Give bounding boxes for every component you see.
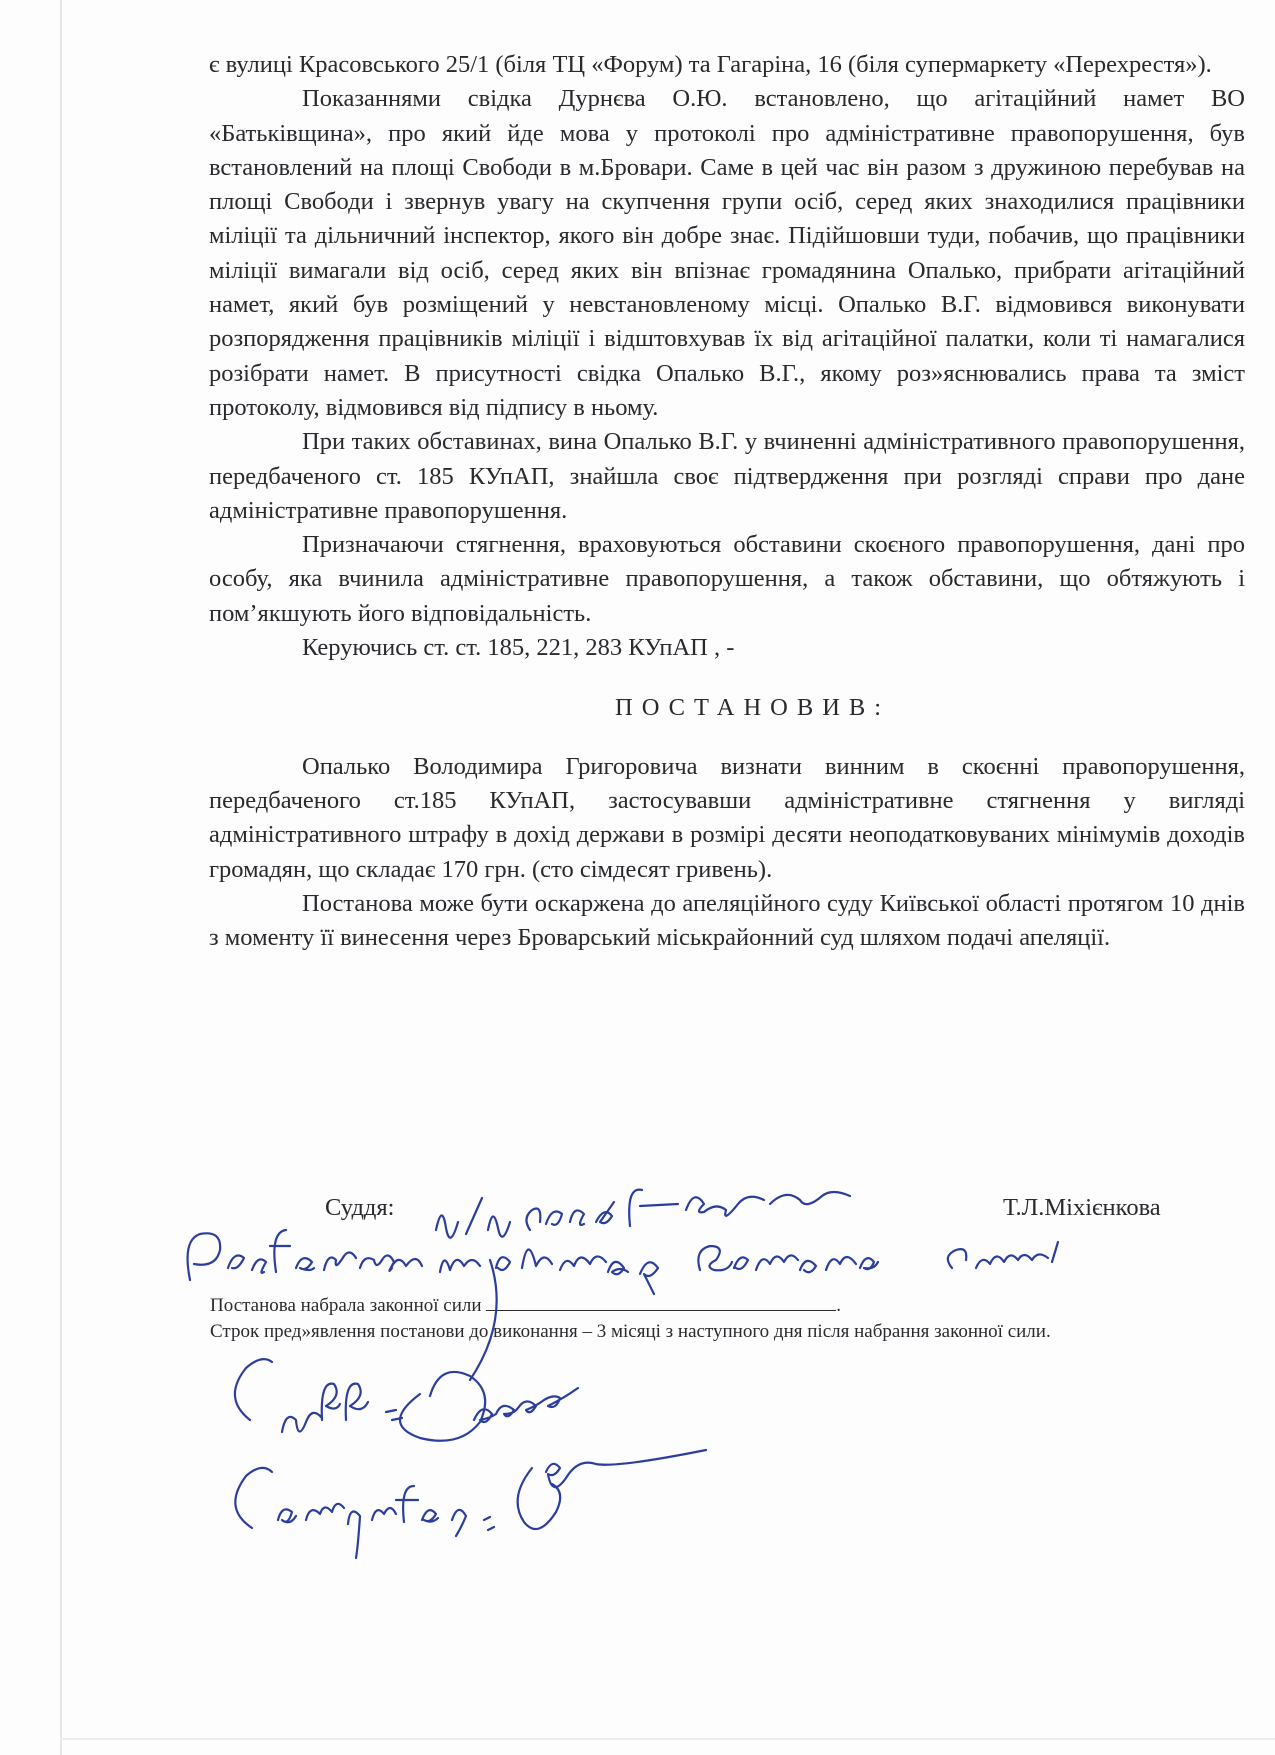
paragraph-appeal: Постанова може бути оскаржена до апеляційного суду Київської області протягом 10 днів з моменту її винесення через Броварський міськрайонний суд шляхом подачі апеляції.: [209, 889, 1245, 952]
decision-heading: ПОСТАНОВИВ:: [615, 694, 891, 722]
paragraph-guilt: При таких обставинах, вина Опалько В.Г. у вчиненні адміністративного правопорушення, передбаченого ст. 185 КУпАП, знайшла своє підтвердження при розгляді справи про дане адміністративне правопорушення.: [209, 428, 1245, 524]
secretary-signature: [235, 1450, 706, 1558]
legal-force-suffix: .: [836, 1295, 842, 1316]
judge-label: Суддя:: [325, 1194, 395, 1221]
paragraph-penalty-circumstances: Призначаючи стягнення, враховуються обставини скоєного правопорушення, дані про особу, яка вчинила адміністративне правопорушення, а також обставини, що обтяжують і пом’якшують його відповідальність.: [209, 531, 1245, 627]
paragraph-witness-testimony: Показаннями свідка Дурнєва О.Ю. встановлено, що агітаційний намет ВО «Батьківщина», про який йде мова у протоколі про адміністративне правопорушення, був встановлений на площі Свободи в м.Бровари. Саме в цей час він разом з дружиною перебував на площі Свободи і звернув увагу на скупчення групи осіб, серед яких знаходилися працівники міліції та дільничний інспектор, якого він добре знає. Підійшовши туди, побачив, що працівники міліції вимагали від осіб, серед яких він впізнає громадянина Опалько, прибрати агітаційний намет, який був розміщений у невстановленому місці. Опалько В.Г. відмовився виконувати розпорядження працівників міліції і відштовхував їх від агітаційної палатки, коли ті намагалися розібрати намет. В присутності свідка Опалько В.Г., якому роз»яснювались права та зміст протоколу, відмовився від підпису в ньому.: [209, 85, 1245, 421]
paragraph-legal-basis: Керуючись ст. ст. 185, 221, 283 КУпАП , -: [302, 634, 735, 662]
judge-signature: [235, 1260, 578, 1441]
execution-term: Строк пред»явлення постанови до виконання – 3 місяці з наступного дня після набрання законної сили.: [210, 1321, 1051, 1342]
copy-note-scribble: [436, 1190, 850, 1238]
judge-name: Т.Л.Міхієнкова: [1003, 1194, 1161, 1221]
paragraph-continuation: є вулиці Красовського 25/1 (біля ТЦ «Форум) та Гагаріна, 16 (біля супермаркету «Перехрестя»).: [209, 51, 1212, 78]
legal-force-label: Постанова набрала законної сили: [210, 1295, 482, 1316]
paragraph-decision: Опалько Володимира Григоровича визнати винним в скоєнні правопорушення, передбаченого ст.185 КУпАП, застосувавши адміністративне стягнення у вигляді адміністративного штрафу в дохід держави в розмірі десяти неоподатковуваних мінімумів доходів громадян, що складає 170 грн. (сто сімдесят гривень).: [209, 752, 1245, 883]
legal-force-note-scribble: [188, 1230, 1058, 1294]
